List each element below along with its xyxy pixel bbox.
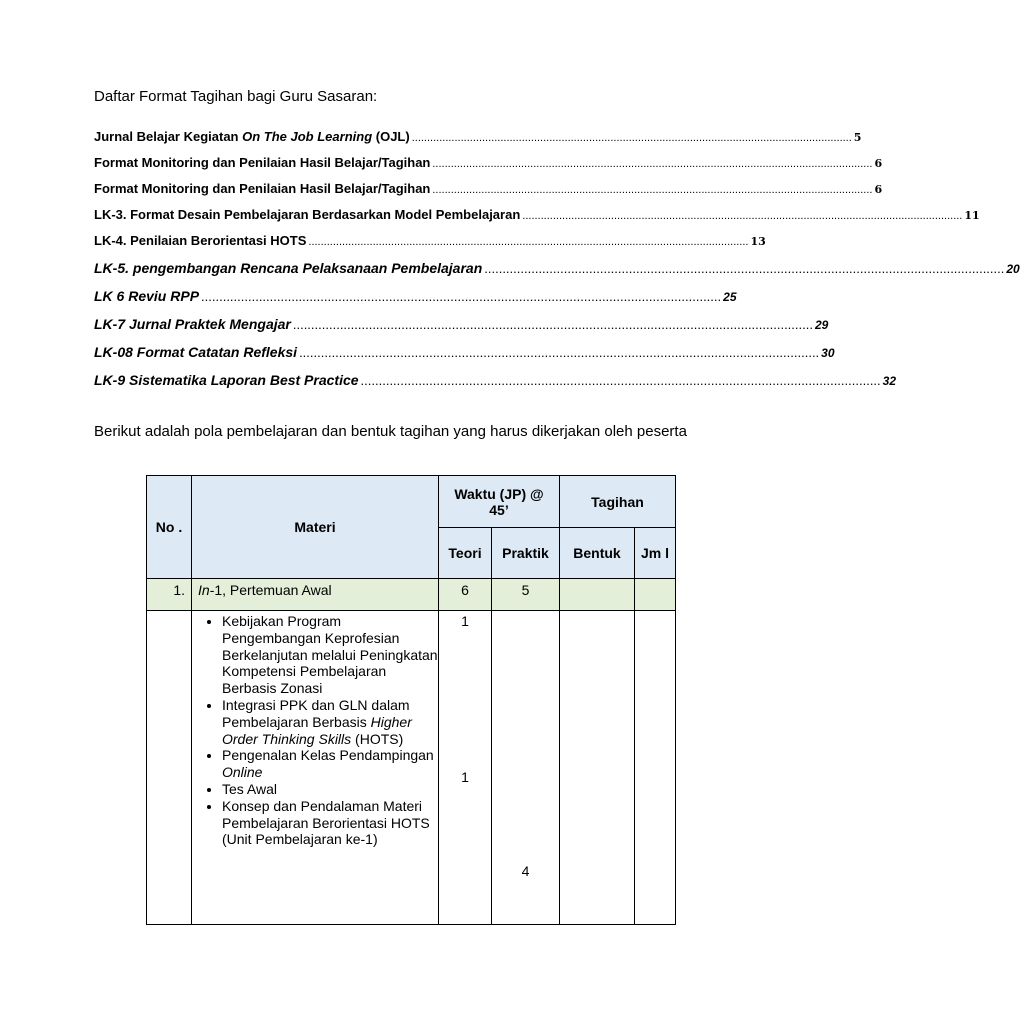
- jml-cell: [635, 611, 676, 925]
- row-number: 1.: [147, 579, 192, 611]
- row-number-empty: [147, 611, 192, 925]
- materi-list-cell: [192, 611, 439, 925]
- toc-entry-lk4[interactable]: [94, 233, 766, 253]
- toc-leader: ................................................................................................................................................: [411, 132, 852, 144]
- learning-schedule-table: [146, 475, 676, 925]
- list-item: [222, 747, 438, 781]
- toc-page: 13: [750, 235, 766, 248]
- toc-page: 29: [814, 318, 829, 332]
- toc-title: LK-9 Sistematika Laporan Best Practice: [94, 372, 359, 388]
- toc-page: 5: [853, 131, 862, 144]
- toc-entry-lk3[interactable]: [94, 207, 980, 227]
- list-item-em: Online: [222, 764, 263, 781]
- list-item: [222, 697, 438, 747]
- teori-value: 1: [461, 769, 469, 785]
- toc-leader: ................................................................................................................................................: [522, 210, 963, 222]
- toc-page: 25: [723, 290, 737, 304]
- row-praktik: 5: [492, 579, 560, 611]
- toc-entry-lk6[interactable]: [94, 288, 737, 308]
- list-item-em: Higher Order Thinking Skills: [222, 713, 412, 747]
- toc-page: 6: [874, 157, 883, 170]
- header-materi: Materi: [192, 476, 439, 579]
- toc-page: 11: [964, 209, 980, 222]
- toc-leader: ................................................................................................................................................: [484, 261, 1005, 276]
- header-tagihan: Tagihan: [560, 476, 676, 528]
- page-heading: Daftar Format Tagihan bagi Guru Sasaran:: [94, 88, 378, 105]
- header-bentuk: Bentuk: [560, 528, 635, 579]
- header-teori: Teori: [439, 528, 492, 579]
- toc-leader: ................................................................................................................................................: [432, 184, 873, 196]
- intro-paragraph: Berikut adalah pola pembelajaran dan bentuk tagihan yang harus dikerjakan oleh peserta: [94, 423, 687, 440]
- row-teori: 6: [439, 579, 492, 611]
- list-item-post: (HOTS): [351, 730, 404, 747]
- praktik-value: 4: [521, 863, 530, 879]
- toc-leader: ................................................................................................................................................: [308, 236, 749, 248]
- toc-title: Format Monitoring dan Penilaian Hasil Belajar/Tagihan: [94, 155, 431, 170]
- toc-title: LK-5. pengembangan Rencana Pelaksanaan Pembelajaran: [94, 260, 483, 276]
- row-bentuk: [560, 579, 635, 611]
- row-materi-rest: -1, Pertemuan Awal: [209, 582, 332, 598]
- row-materi-em: In: [198, 582, 210, 598]
- row-jml: [635, 579, 676, 611]
- materi-list: [192, 613, 438, 848]
- header-praktik: Praktik: [492, 528, 560, 579]
- toc-title: LK 6 Reviu RPP: [94, 288, 200, 304]
- list-item: • Konsep dan Pendalaman Materi Pembelajaran Berorientasi HOTS (Unit Pembelajaran ke-1): [222, 798, 438, 848]
- toc-title: LK-3. Format Desain Pembelajaran Berdasarkan Model Pembelajaran: [94, 207, 521, 222]
- toc-entry-lk9[interactable]: [94, 372, 897, 392]
- toc-entry-lk8[interactable]: [94, 344, 835, 364]
- list-item: • Tes Awal: [222, 781, 438, 798]
- toc-leader: ................................................................................................................................................: [292, 317, 813, 332]
- toc-title: LK-4. Penilaian Berorientasi HOTS: [94, 233, 307, 248]
- toc-entry-monitoring-1[interactable]: [94, 155, 883, 175]
- teori-value: 1: [461, 613, 469, 629]
- toc-page: 20: [1006, 262, 1020, 276]
- toc-entry-lk5[interactable]: [94, 260, 1020, 280]
- header-no: No .: [147, 476, 192, 579]
- toc-page: 32: [882, 374, 897, 388]
- toc-entry-monitoring-2[interactable]: [94, 181, 883, 201]
- toc-page: 6: [874, 183, 883, 196]
- list-item-text: Integrasi PPK dan GLN dalam Pembelajaran Berbasis: [222, 696, 410, 730]
- toc-leader: ................................................................................................................................................: [360, 373, 881, 388]
- toc-title: Format Monitoring dan Penilaian Hasil Belajar/Tagihan: [94, 181, 431, 196]
- row-materi: [192, 579, 439, 611]
- toc-page: 30: [821, 346, 835, 360]
- toc-title-post: (OJL): [372, 129, 410, 144]
- toc-title: LK-7 Jurnal Praktek Mengajar: [94, 316, 291, 332]
- toc-entry-ojl[interactable]: [94, 129, 862, 149]
- header-waktu: Waktu (JP) @ 45’: [439, 476, 560, 528]
- praktik-cell: [492, 611, 560, 925]
- toc-entry-lk7[interactable]: [94, 316, 829, 336]
- list-item-text: Pengenalan Kelas Pendampingan: [222, 747, 434, 764]
- toc-title: Jurnal Belajar Kegiatan: [94, 129, 243, 144]
- toc-title: LK-08 Format Catatan Refleksi: [94, 344, 298, 360]
- toc-leader: ................................................................................................................................................: [299, 345, 820, 360]
- bentuk-cell: [560, 611, 635, 925]
- teori-cell: [439, 611, 492, 925]
- toc-leader: ................................................................................................................................................: [432, 158, 873, 170]
- toc-title-em: On The Job Learning: [242, 129, 373, 144]
- toc-leader: ................................................................................................................................................: [201, 289, 722, 304]
- list-item: • Kebijakan Program Pengembangan Keprofesian Berkelanjutan melalui Peningkatan Kompetensi Pembelajaran Berbasis Zonasi: [222, 613, 438, 697]
- header-jml: Jm l: [635, 528, 676, 579]
